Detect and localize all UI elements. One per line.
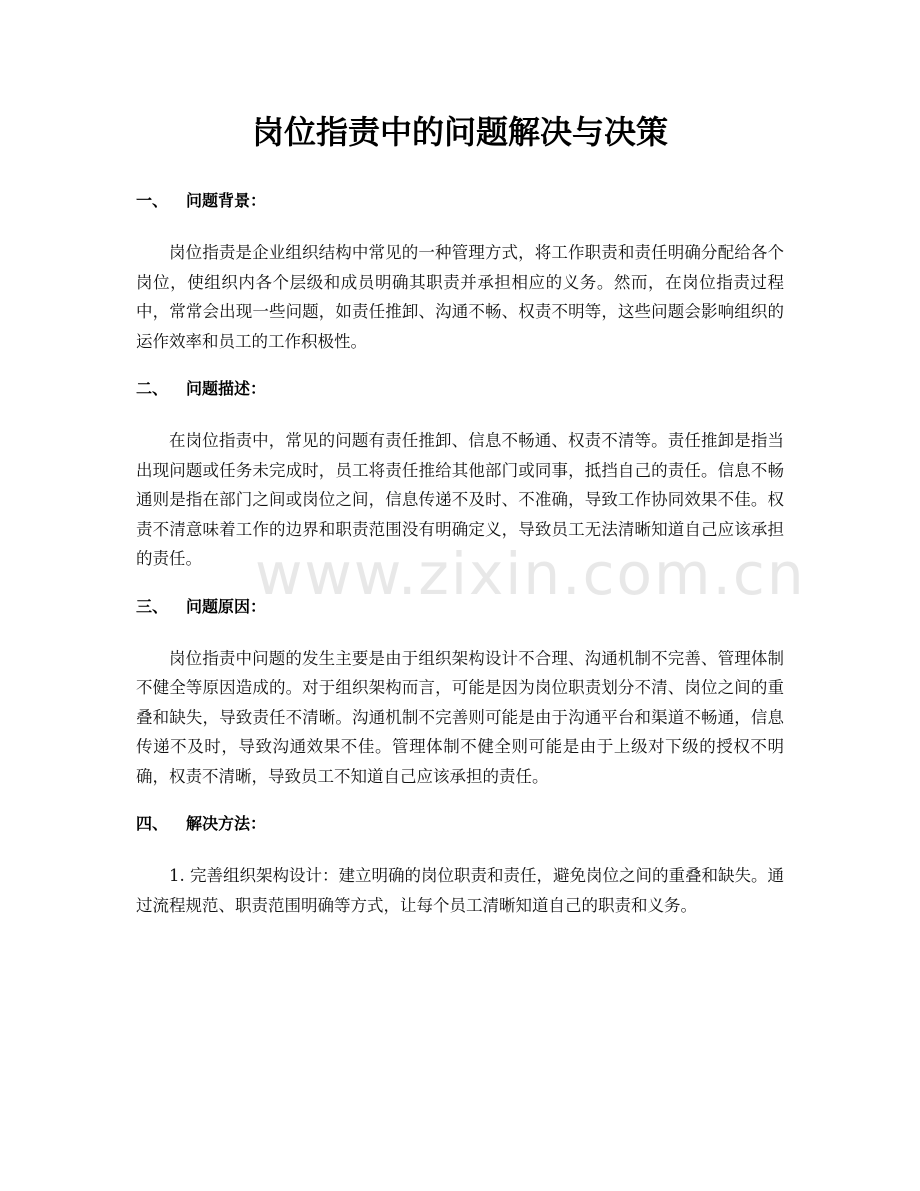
section-title: 问题描述： [186,379,267,398]
section-title: 问题原因： [186,596,267,616]
section-paragraph-solutions: 1. 完善组织架构设计：建立明确的岗位职责和责任，避免岗位之间的重叠和缺失。通过流程规范、职责范围明确等方式，让每个员工清晰知道自己的职责和义务。 [136,866,784,915]
section-heading-description [136,374,784,404]
section-number: 二、 [136,379,169,398]
section-heading-background [136,186,784,216]
section-number: 三、 [136,596,169,616]
document-body [136,186,806,920]
section-paragraph-causes: 岗位指责中问题的发生主要是由于组织架构设计不合理、沟通机制不完善、管理体制不健全等原因造成的。对于组织架构而言，可能是因为岗位职责划分不清、岗位之间的重叠和缺失，导致责任不清晰。沟通机制不完善则可能是由于沟通平台和渠道不畅通，信息传递不及时，导致沟通效果不佳。管理体制不健全则可能是由于上级对下级的授权不明确，权责不清晰，导致员工不知道自己应该承担的责任。 [136,648,784,786]
section-number: 四、 [136,814,169,833]
section-title: 解决方法： [186,814,267,833]
section-paragraph-description: 在岗位指责中，常见的问题有责任推卸、信息不畅通、权责不清等。责任推卸是指当出现问题或任务未完成时，员工将责任推给其他部门或同事，抵挡自己的责任。信息不畅通则是指在部门之间或岗位之间，信息传递不及时、不准确，导致工作协同效果不佳。权责不清意味着工作的边界和职责范围没有明确定义，导致员工无法清晰知道自己应该承担的责任。 [136,431,784,568]
section-number: 一、 [136,191,169,210]
section-title: 问题背景： [186,191,267,210]
section-heading-causes [136,592,784,622]
document-title: 岗位指责中的问题解决与决策 [251,113,668,151]
watermark: www.zixin.com.cn [255,540,806,608]
section-heading-solutions [136,809,784,839]
section-paragraph-background: 岗位指责是企业组织结构中常见的一种管理方式，将工作职责和责任明确分配给各个岗位，使组织内各个层级和成员明确其职责并承担相应的义务。然而，在岗位指责过程中，常常会出现一些问题，如责任推卸、沟通不畅、权责不明等，这些问题会影响组织的运作效率和员工的工作积极性。 [136,243,784,351]
